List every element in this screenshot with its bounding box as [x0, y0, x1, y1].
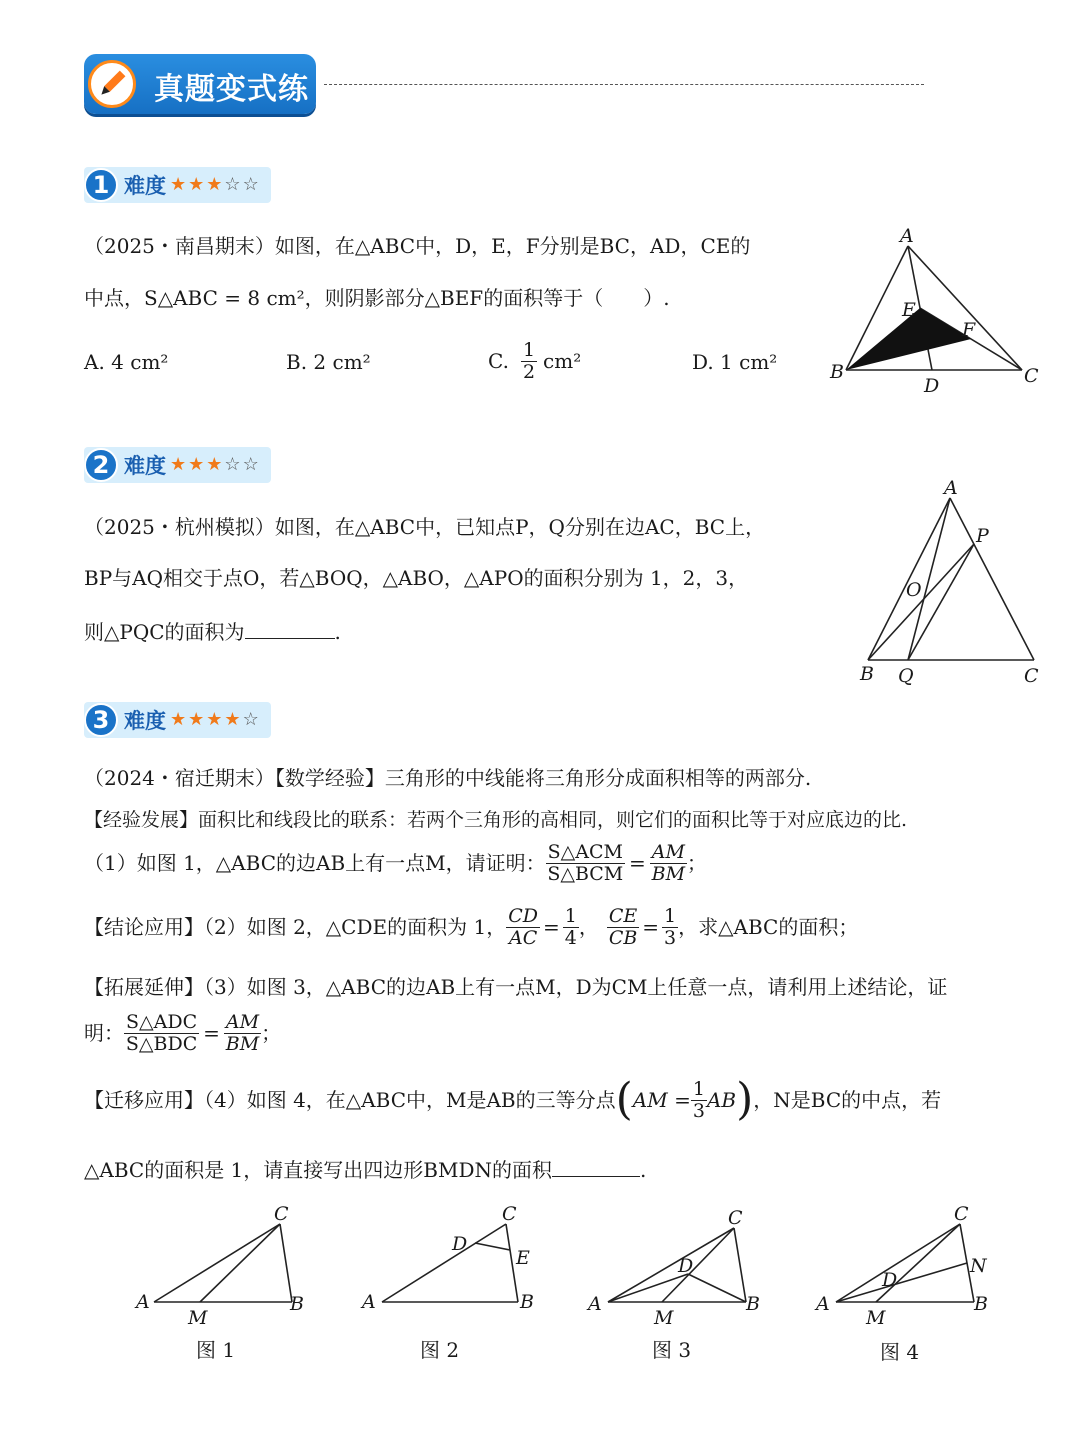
svg-text:M: M [866, 1307, 886, 1329]
q1-option-c [488, 340, 581, 383]
q3-part1-frac1-num: S△ACM [547, 841, 623, 863]
q3-part4-paren: AM = [632, 1088, 691, 1112]
q3-part3-frac2-num: AM [225, 1011, 260, 1033]
header-divider [324, 84, 924, 85]
q1-label-e: E [902, 299, 916, 321]
star-filled-icon: ★ [170, 709, 187, 730]
q3-part4-line2 [84, 1158, 646, 1180]
q3-part2-frac3-num: CE [608, 905, 638, 927]
q1-source: （2025・南昌期末） [84, 234, 275, 258]
q3-part2-text: 【结论应用】（2）如图 2，△CDE的面积为 1， [84, 915, 507, 940]
q3-part2-frac2 [563, 906, 579, 949]
q3-part4-end: . [640, 1158, 647, 1182]
star-empty-icon: ☆ [224, 174, 241, 195]
q3-part3-frac2 [224, 1012, 261, 1055]
q2-answer-blank [245, 620, 335, 639]
q3-part1-frac2-den: BM [651, 862, 686, 885]
q1-option-a: A. 4 cm² [84, 350, 169, 374]
star-filled-icon: ★ [188, 174, 205, 195]
q1-difficulty-badge [84, 167, 271, 203]
q3-part2: 【结论应用】（2）如图 2，△CDE的面积为 1， $\frac{CD}{AC}$ = $\frac{1}{4}$ ， $\frac{CE}{CB}$ = $\frac{1}{3}$ ，求△ABC的面积； [84, 905, 859, 949]
q2-label-a: A [944, 477, 958, 499]
q3-part3-frac1-num: S△ADC [126, 1011, 198, 1033]
q2-difficulty-label: 难度 [124, 454, 166, 478]
star-empty-icon: ☆ [242, 454, 259, 475]
star-empty-icon: ☆ [242, 709, 259, 730]
q3-part2-frac1 [506, 906, 540, 949]
q1-option-c-num: 1 [522, 339, 536, 361]
q3-part2-frac3 [607, 906, 639, 949]
q3-answer-blank [552, 1158, 640, 1177]
section-title: 真题变式练 [154, 72, 309, 107]
q2-stars [170, 456, 261, 474]
q3-figure-3-caption: 图 3 [652, 1338, 692, 1362]
q3-part2-frac2-num: 1 [564, 905, 577, 927]
q1-figure [826, 222, 1046, 402]
q3-difficulty-badge [84, 702, 271, 738]
svg-text:B: B [290, 1293, 304, 1315]
q3-part2-eq1: = [543, 915, 560, 940]
q3-line2: 【经验发展】面积比和线段比的联系：若两个三角形的高相同，则它们的面积比等于对应底边的比. [84, 809, 908, 831]
q3-stars [170, 711, 261, 729]
star-empty-icon: ☆ [242, 174, 259, 195]
q1-stars [170, 176, 261, 194]
q3-figure-3 [584, 1200, 774, 1330]
star-filled-icon: ★ [206, 709, 223, 730]
q2-line1: （2025・杭州模拟）如图，在△ABC中，已知点P，Q分别在边AC，BC上， [84, 515, 766, 539]
q3-part1-frac2 [650, 842, 687, 885]
q3-part2-frac3-den: CB [608, 926, 638, 949]
q2-label-p: P [976, 525, 989, 547]
svg-text:C: C [274, 1203, 289, 1225]
q3-difficulty-label: 难度 [124, 709, 166, 733]
q3-part4-frac [691, 1079, 707, 1122]
q2-label-c: C [1024, 665, 1039, 687]
q3-part3-frac1-den: S△BDC [125, 1032, 198, 1055]
q3-figure-1-caption: 图 1 [196, 1338, 236, 1362]
star-filled-icon: ★ [170, 454, 187, 475]
q2-number: 2 [84, 448, 118, 482]
q3-part2-frac4-num: 1 [664, 905, 677, 927]
q1-number: 1 [84, 168, 118, 202]
q1-label-d: D [924, 375, 940, 397]
q3-part1-frac1-den: S△BCM [547, 862, 624, 885]
q3-part4-text2: ，N是BC的中点，若 [753, 1088, 942, 1112]
q3-part4-line2-text: △ABC的面积是 1，请直接写出四边形BMDN的面积 [84, 1158, 552, 1182]
svg-text:B: B [974, 1293, 988, 1315]
q3-part2-end: ，求△ABC的面积； [678, 915, 859, 940]
q1-line1-text: 如图，在△ABC中，D，E，F分别是BC，AD，CE的 [274, 234, 751, 258]
q3-part1: （1）如图 1，△ABC的边AB上有一点M，请证明： $\frac{\text{S△ACM}}{\text{S△BCM}}$ = $\frac{AM}{BM}$ ； [84, 841, 707, 885]
q2-figure [852, 476, 1052, 691]
svg-text:D: D [678, 1255, 694, 1277]
star-filled-icon: ★ [188, 709, 205, 730]
svg-text:C: C [954, 1203, 969, 1225]
q2-side-ac [950, 498, 1034, 660]
q1-option-c-unit: cm² [543, 349, 582, 374]
svg-text:D: D [452, 1233, 468, 1255]
svg-text:B: B [746, 1293, 760, 1315]
q3-part3-end: ； [261, 1021, 282, 1046]
svg-text:A: A [362, 1291, 376, 1313]
q3-part3-frac2-den: BM [225, 1032, 260, 1055]
svg-text:C: C [502, 1203, 517, 1225]
svg-text:C: C [728, 1207, 743, 1229]
q2-line3-end: . [334, 620, 341, 644]
q1-label-c: C [1024, 365, 1039, 387]
q3-part4-frac-den: 3 [692, 1099, 705, 1122]
q3-part1-frac2-num: AM [651, 841, 685, 863]
q3-figure-2-caption: 图 2 [420, 1338, 460, 1362]
q3-part1-frac1 [546, 842, 625, 885]
q3-part3-line1: 【拓展延伸】（3）如图 3，△ABC的边AB上有一点M，D为CM上任意一点，请利用上述结论，证 [84, 975, 948, 999]
q3-part3-frac1 [124, 1012, 199, 1055]
star-filled-icon: ★ [188, 454, 205, 475]
q1-line2: 中点，S△ABC = 8 cm²，则阴影部分△BEF的面积等于（ ）. [84, 286, 670, 310]
q3-figure-4-caption: 图 4 [880, 1340, 920, 1364]
q1-label-a: A [900, 225, 914, 247]
q1-option-d: D. 1 cm² [692, 350, 778, 374]
q3-part1-end: ； [686, 851, 707, 876]
q3-figure-1 [132, 1200, 322, 1330]
q1-line1 [84, 236, 750, 256]
svg-text:M: M [654, 1307, 674, 1329]
q3-part3-prefix: 明： [84, 1021, 124, 1046]
star-filled-icon: ★ [206, 174, 223, 195]
star-filled-icon: ★ [206, 454, 223, 475]
q3-part2-frac2-den: 4 [564, 926, 577, 949]
q2-line3 [84, 620, 341, 642]
q3-part4-line1: 【迁移应用】（4）如图 4，在△ABC中，M是AB的三等分点 ( AM = $\frac{1}{3}$ AB ) ，N是BC的中点，若 [84, 1074, 942, 1125]
q3-number: 3 [84, 703, 118, 737]
svg-text:M: M [188, 1307, 208, 1329]
q2-line3-text: 则△PQC的面积为 [84, 620, 245, 644]
star-filled-icon: ★ [170, 174, 187, 195]
svg-text:D: D [882, 1269, 898, 1291]
q3-part1-text: （1）如图 1，△ABC的边AB上有一点M，请证明： [84, 851, 546, 876]
q3-part2-frac1-den: AC [508, 926, 538, 949]
q3-line1: （2024・宿迁期末）【数学经验】三角形的中线能将三角形分成面积相等的两部分. [84, 766, 812, 790]
q1-label-b: B [830, 361, 844, 383]
q2-label-o: O [906, 579, 922, 601]
q3-part4-frac-num: 1 [692, 1077, 705, 1100]
svg-text:A: A [136, 1291, 150, 1313]
q3-part4-paren-end: AB [706, 1088, 737, 1112]
q2-difficulty-badge [84, 447, 271, 483]
svg-text:E: E [516, 1247, 530, 1269]
q3-figure-2 [356, 1200, 546, 1330]
q3-part2-frac4 [662, 906, 678, 949]
q1-difficulty-label: 难度 [124, 174, 166, 198]
q3-part2-sep: ， [578, 915, 599, 940]
q1-label-f: F [962, 319, 976, 341]
q3-figure-4 [810, 1200, 1010, 1330]
star-empty-icon: ☆ [224, 454, 241, 475]
q1-option-c-letter: C. [488, 349, 509, 374]
q1-option-b: B. 2 cm² [286, 350, 371, 374]
q3-part4-text: 【迁移应用】（4）如图 4，在△ABC中，M是AB的三等分点 [84, 1088, 616, 1112]
svg-text:A: A [816, 1293, 830, 1315]
pencil-icon [88, 60, 136, 108]
q3-part2-frac4-den: 3 [664, 926, 677, 949]
svg-text:N: N [970, 1255, 987, 1277]
q2-label-b: B [860, 663, 874, 685]
q2-line2: BP与AQ相交于点O，若△BOQ，△ABO，△APO的面积分别为 1，2，3， [84, 566, 749, 590]
svg-text:A: A [588, 1293, 602, 1315]
q1-option-c-fraction [521, 340, 537, 383]
q2-segment-bp [868, 544, 974, 660]
q1-option-c-den: 2 [522, 360, 536, 383]
svg-text:B: B [520, 1291, 534, 1313]
q2-label-q: Q [898, 665, 914, 687]
q1-side-ac [908, 246, 1022, 370]
star-filled-icon: ★ [224, 709, 241, 730]
q3-part3-line2: 明： $\frac{\text{S△ADC}}{\text{S△BDC}}$ = $\frac{AM}{BM}$ ； [84, 1011, 282, 1055]
q3-part2-frac1-num: CD [508, 905, 538, 927]
